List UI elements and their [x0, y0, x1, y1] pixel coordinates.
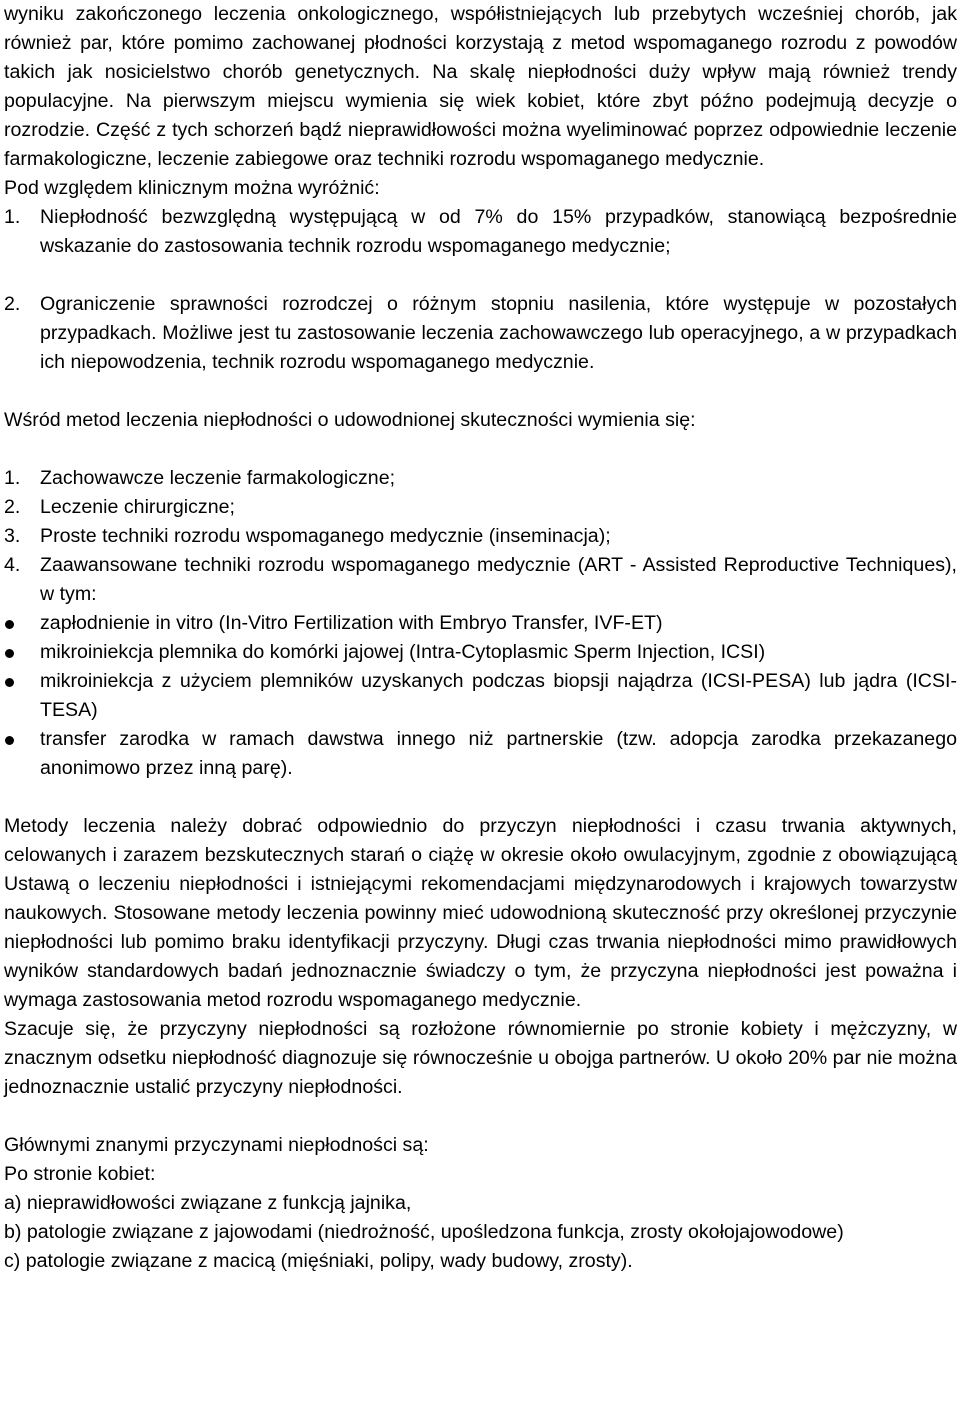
- female-cause-item: b) patologie związane z jajowodami (niedrożność, upośledzona funkcja, zrosty okołojajowodowe): [4, 1221, 844, 1243]
- bullet-icon: [5, 678, 14, 687]
- list-number: 1.: [4, 467, 21, 489]
- intro-paragraph: wyniku zakończonego leczenia onkologicznego, współistniejących lub przebytych wcześniej chorób, jak również par, które pomimo zachowanej płodności korzystają z metod wspomaganego rozrodu z powodów takich jak nosicielstwo chorób genetycznych. Na skalę niepłodności duży wpływ mają również trendy populacyjne. Na pierwszym miejscu wymienia się wiek kobiet, które zbyt późno podejmują decyzje o rozrodzie. Część z tych schorzeń bądź nieprawidłowości można wyeliminować poprzez odpowiednie leczenie farmakologiczne, leczenie zabiegowe oraz techniki rozrodu wspomaganego medycznie.: [4, 3, 957, 170]
- art-bullet-item: [4, 725, 957, 783]
- female-cause-item: a) nieprawidłowości związane z funkcją jajnika,: [4, 1192, 412, 1214]
- art-bullet-item: [4, 609, 957, 638]
- main-causes-heading: Głównymi znanymi przyczynami niepłodności są:: [4, 1134, 429, 1156]
- causes-paragraph: Szacuje się, że przyczyny niepłodności są rozłożone równomiernie po stronie kobiety i mężczyzny, w znacznym odsetku niepłodność diagnozuje się równocześnie u obojga partnerów. U około 20% par nie można jednoznacznie ustalić przyczyny niepłodności.: [4, 1018, 957, 1098]
- spacer: [4, 261, 957, 290]
- bullet-text: transfer zarodka w ramach dawstwa innego niż partnerskie (tzw. adopcja zarodka przekazanego anonimowo przez inną parę).: [40, 728, 957, 779]
- list-item-text: Leczenie chirurgiczne;: [40, 496, 235, 518]
- list-item-text: Zachowawcze leczenie farmakologiczne;: [40, 467, 396, 489]
- bullet-text: mikroiniekcja plemnika do komórki jajowej (Intra-Cytoplasmic Sperm Injection, ICSI): [40, 641, 766, 663]
- clinical-heading: Pod względem klinicznym można wyróżnić:: [4, 177, 380, 199]
- list-number: 1.: [4, 206, 21, 228]
- list-number: 3.: [4, 525, 21, 547]
- female-cause-item: c) patologie związane z macicą (mięśniaki, polipy, wady budowy, zrosty).: [4, 1250, 633, 1272]
- female-heading: Po stronie kobiet:: [4, 1163, 156, 1185]
- list-item-text: Proste techniki rozrodu wspomaganego medycznie (inseminacja);: [40, 525, 611, 547]
- spacer: [4, 1102, 957, 1131]
- list-item-text: Ograniczenie sprawności rozrodczej o różnym stopniu nasilenia, które występuje w pozostałych przypadkach. Możliwe jest tu zastosowanie leczenia zachowawczego lub operacyjnego, a w przypadkach ich niepowodzenia, technik rozrodu wspomaganego medycznie.: [40, 293, 957, 373]
- clinical-list-item: [4, 290, 957, 377]
- bullet-icon: [5, 649, 14, 658]
- methods-list-item: [4, 464, 957, 493]
- methods-paragraph: Metody leczenia należy dobrać odpowiednio do przyczyn niepłodności i czasu trwania aktywnych, celowanych i zarazem bezskutecznych starań o ciążę w okresie około owulacyjnym, zgodnie z obowiązującą Ustawą o leczeniu niepłodności i istniejącymi rekomendacjami międzynarodowych i krajowych towarzystw naukowych. Stosowane metody leczenia powinny mieć udowodnioną skuteczność przy określonej przyczynie niepłodności lub pomimo braku identyfikacji przyczyny. Długi czas trwania niepłodności mimo prawidłowych wyników standardowych badań jednoznacznie świadczy o tym, że przyczyna niepłodności jest poważna i wymaga zastosowania metod rozrodu wspomaganego medycznie.: [4, 815, 957, 1011]
- spacer: [4, 783, 957, 812]
- spacer: [4, 377, 957, 406]
- bullet-text: mikroiniekcja z użyciem plemników uzyskanych podczas biopsji najądrza (ICSI-PESA) lub jądra (ICSI-TESA): [40, 670, 957, 721]
- methods-list-item: [4, 522, 957, 551]
- bullet-icon: [5, 736, 14, 745]
- methods-list-item: [4, 493, 957, 522]
- clinical-list-item: [4, 203, 957, 261]
- list-number: 4.: [4, 554, 21, 576]
- methods-heading: Wśród metod leczenia niepłodności o udowodnionej skuteczności wymienia się:: [4, 409, 696, 431]
- list-number: 2.: [4, 496, 21, 518]
- list-item-text: Zaawansowane techniki rozrodu wspomaganego medycznie (ART - Assisted Reproductive Techniques), w tym:: [40, 554, 957, 605]
- methods-list-item: [4, 551, 957, 609]
- bullet-icon: [5, 620, 14, 629]
- bullet-text: zapłodnienie in vitro (In-Vitro Fertilization with Embryo Transfer, IVF-ET): [40, 612, 663, 634]
- list-item-text: Niepłodność bezwzględną występującą w od 7% do 15% przypadków, stanowiącą bezpośrednie wskazanie do zastosowania technik rozrodu wspomaganego medycznie;: [40, 206, 957, 257]
- document-page: [4, 0, 957, 1276]
- art-bullet-item: [4, 638, 957, 667]
- spacer: [4, 435, 957, 464]
- list-number: 2.: [4, 293, 21, 315]
- art-bullet-item: [4, 667, 957, 725]
